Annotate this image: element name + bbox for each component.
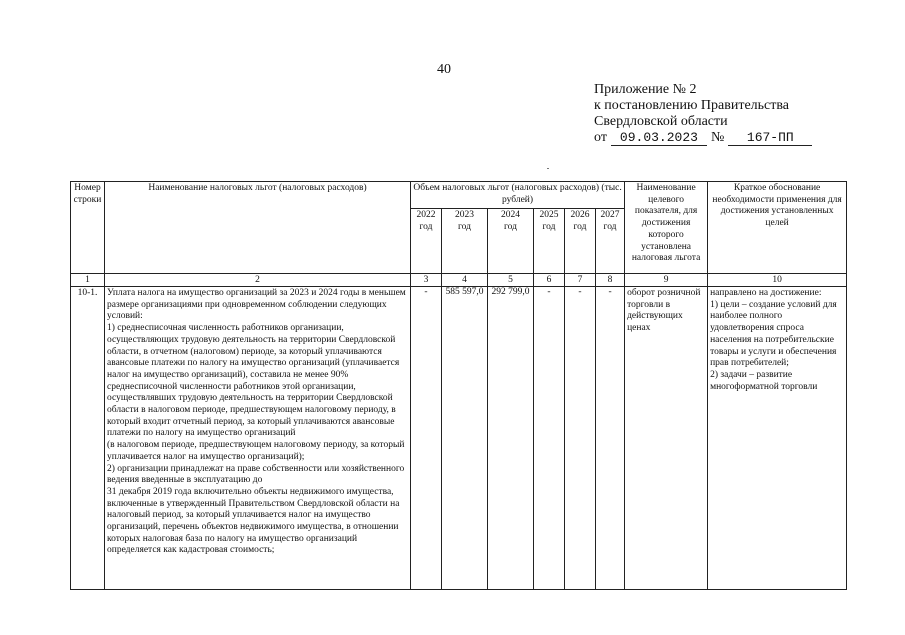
header-year-2027: 2027 год	[596, 209, 625, 274]
column-index: 4	[442, 274, 488, 287]
value-2026: -	[565, 287, 596, 590]
value-2023: 585 597,0	[442, 287, 488, 590]
header-benefit-name: Наименование налоговых льгот (налоговых расходов)	[105, 182, 411, 274]
appendix-header	[594, 82, 812, 146]
scan-speck	[547, 168, 549, 169]
appendix-date-line	[594, 130, 812, 146]
appendix-decree: к постановлению Правительства	[594, 98, 790, 113]
justification: направлено на достижение: 1) цели – создание условий для наиболее полного удовлетворения спроса населения на потребительские товары и услуги и обеспечения прав потребителей; 2) задачи – развитие многоформатной торговли	[708, 287, 847, 590]
number-label: №	[710, 130, 725, 145]
header-volume: Объем налоговых льгот (налоговых расходов) (тыс. рублей)	[411, 182, 625, 209]
column-index: 6	[534, 274, 565, 287]
value-2027: -	[596, 287, 625, 590]
column-index: 7	[565, 274, 596, 287]
page-number: 40	[437, 62, 451, 77]
header-year-2024: 2024 год	[488, 209, 534, 274]
benefit-description: Уплата налога на имущество организаций за 2023 и 2024 годы в меньшем размере организациями при одновременном соблюдении следующих условий: 1) среднесписочная численность работников организации, осуществляющих трудовую деятельность на территории Свердловской области, в отчетном (налоговом) периоде, за который уплачиваются авансовые платежи по налогу на имущество организаций (уплачивается налог на имущество организаций), составила не менее 90% среднесписочной численности работников этой организации, осуществлявших трудовую деятельность на территории Свердловской области в налоговом периоде, предшествующем налоговому периоду, в который входит отчетный период, за который уплачиваются авансовые платежи по налогу на имущество организаций (в налоговом периоде, предшествующем налоговому периоду, за который уплачивается налог на имущество организаций); 2) организации принадлежат на праве собственности или хозяйственного ведения введенные в эксплуатацию до 31 декабря 2019 года включительно объекты недвижимого имущества, включенные в утвержденный Правительством Свердловской области на налоговый период, за который уплачивается налог на имущество организаций, перечень объектов недвижимого имущества, в отношении которых налоговая база по налогу на имущество организаций определяется как кадастровая стоимость;	[105, 287, 411, 590]
column-index: 5	[488, 274, 534, 287]
column-index: 1	[71, 274, 105, 287]
appendix-region: Свердловской области	[594, 114, 728, 129]
header-indicator: Наименование целевого показателя, для достижения которого установлена налоговая льгота	[625, 182, 708, 274]
tax-benefits-table	[70, 181, 847, 590]
value-2025: -	[534, 287, 565, 590]
header-year-2025: 2025 год	[534, 209, 565, 274]
column-index: 10	[708, 274, 847, 287]
column-index: 8	[596, 274, 625, 287]
column-index: 3	[411, 274, 442, 287]
column-index: 9	[625, 274, 708, 287]
appendix-title: Приложение № 2	[594, 82, 697, 97]
header-justification: Краткое обоснование необходимости применения для достижения установленных целей	[708, 182, 847, 274]
value-2022: -	[411, 287, 442, 590]
value-2024: 292 799,0	[488, 287, 534, 590]
header-year-2026: 2026 год	[565, 209, 596, 274]
decree-number: 167-ПП	[728, 131, 812, 146]
row-number: 10-1.	[71, 287, 105, 590]
header-year-2023: 2023 год	[442, 209, 488, 274]
from-label: от	[594, 130, 607, 145]
column-index: 2	[105, 274, 411, 287]
header-row-number: Номер строки	[71, 182, 105, 274]
header-year-2022: 2022 год	[411, 209, 442, 274]
decree-date: 09.03.2023	[611, 131, 707, 146]
target-indicator: оборот розничной торговли в действующих ценах	[625, 287, 708, 590]
table-row	[71, 287, 847, 590]
